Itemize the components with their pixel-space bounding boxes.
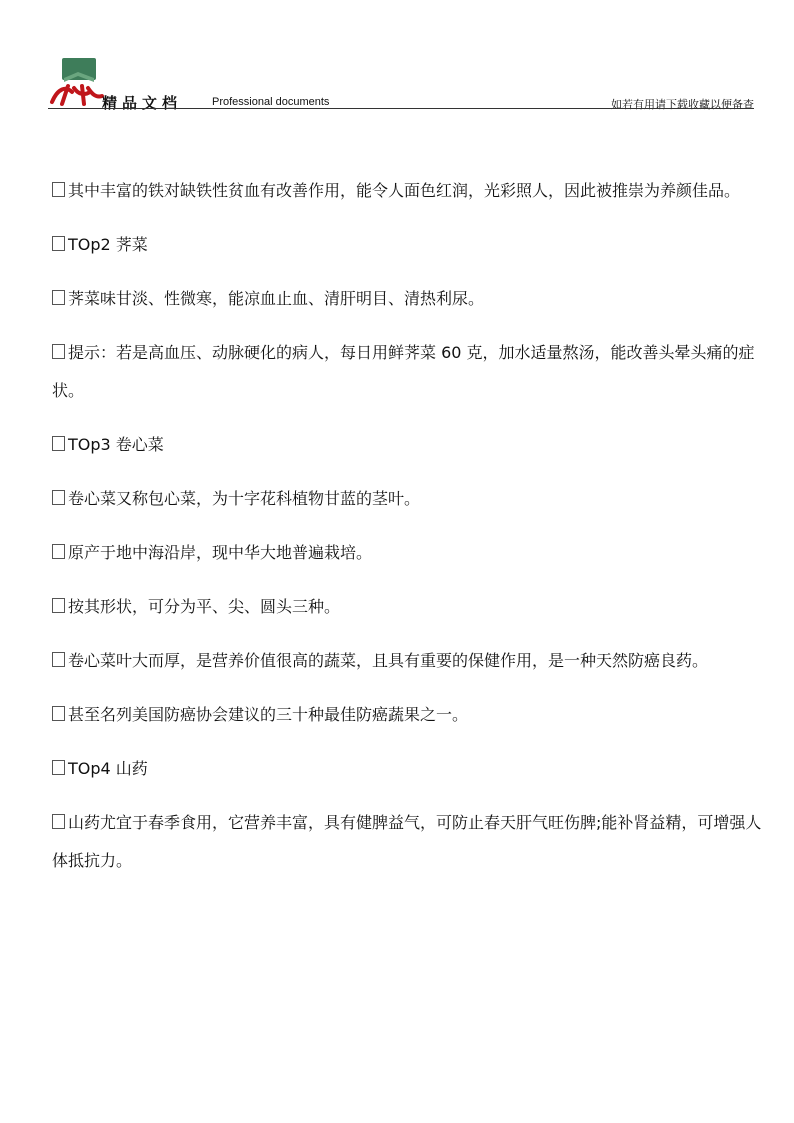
document-body: [52, 172, 762, 896]
download-note: 如若有用请下载收藏以便备查: [611, 98, 754, 111]
bullet-box-icon: [52, 544, 65, 559]
paragraph-text: 荠菜味甘淡、性微寒，能凉血止血、清肝明目、清热利尿。: [68, 289, 485, 308]
paragraph-text: 山药尤宜于春季食用，它营养丰富，具有健脾益气，可防止春天肝气旺伤脾;能补肾益精，可增强人体抵抗力。: [52, 813, 762, 870]
bullet-box-icon: [52, 436, 65, 451]
book-logo-icon: [48, 52, 104, 108]
brand-subtitle: Professional documents: [212, 96, 330, 108]
paragraph-text: TOp3 卷心菜: [68, 435, 164, 454]
paragraph: [52, 588, 762, 626]
section-heading: [52, 226, 762, 264]
bullet-box-icon: [52, 290, 65, 305]
paragraph-text: TOp2 荠菜: [68, 235, 148, 254]
paragraph-text: 卷心菜叶大而厚，是营养价值很高的蔬菜，且具有重要的保健作用，是一种天然防癌良药。: [68, 651, 709, 670]
bullet-box-icon: [52, 344, 65, 359]
paragraph-text: 提示：若是高血压、动脉硬化的病人，每日用鲜荠菜 60 克，加水适量熬汤，能改善头晕头痛的症状。: [52, 343, 755, 400]
section-heading: [52, 426, 762, 464]
paragraph-text: 原产于地中海沿岸，现中华大地普遍栽培。: [68, 543, 373, 562]
bullet-box-icon: [52, 490, 65, 505]
paragraph: [52, 172, 762, 210]
paragraph: [52, 334, 762, 410]
bullet-box-icon: [52, 236, 65, 251]
paragraph-text: 按其形状，可分为平、尖、圆头三种。: [68, 597, 341, 616]
bullet-box-icon: [52, 760, 65, 775]
bullet-box-icon: [52, 598, 65, 613]
paragraph: [52, 480, 762, 518]
bullet-box-icon: [52, 706, 65, 721]
header-divider: [48, 108, 754, 109]
bullet-box-icon: [52, 182, 65, 197]
paragraph-text: TOp4 山药: [68, 759, 148, 778]
paragraph: [52, 696, 762, 734]
paragraph-text: 卷心菜又称包心菜，为十字花科植物甘蓝的茎叶。: [68, 489, 421, 508]
paragraph: [52, 804, 762, 880]
paragraph-text: 其中丰富的铁对缺铁性贫血有改善作用，能令人面色红润，光彩照人，因此被推崇为养颜佳品。: [68, 181, 741, 200]
bullet-box-icon: [52, 652, 65, 667]
brand-title: 精品文档: [102, 94, 183, 112]
paragraph: [52, 280, 762, 318]
section-heading: [52, 750, 762, 788]
page-header: [48, 52, 754, 112]
paragraph: [52, 642, 762, 680]
paragraph: [52, 534, 762, 572]
bullet-box-icon: [52, 814, 65, 829]
paragraph-text: 甚至名列美国防癌协会建议的三十种最佳防癌蔬果之一。: [68, 705, 469, 724]
